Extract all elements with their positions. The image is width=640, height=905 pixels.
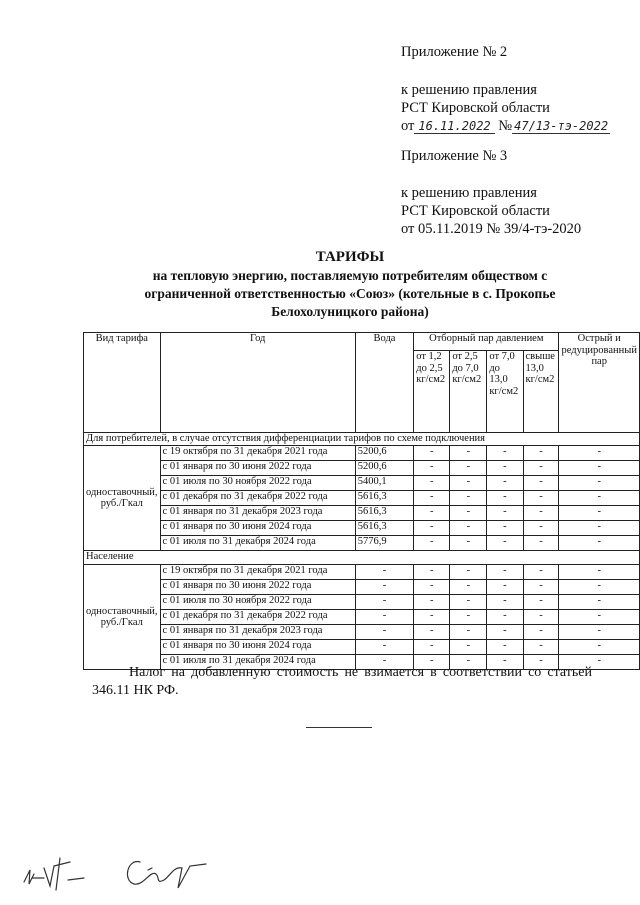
- dash-cell: -: [450, 580, 487, 595]
- dash-cell: -: [450, 625, 487, 640]
- dash-cell: -: [487, 580, 523, 595]
- dash-cell: -: [487, 491, 523, 506]
- dash-cell: -: [487, 595, 523, 610]
- period-cell: с 01 июля по 31 декабря 2024 года: [160, 536, 355, 551]
- old-decision-line-1: к решению правления: [401, 185, 537, 201]
- header-pressure-2: от 2,5 до 7,0 кг/см2: [450, 351, 487, 433]
- table-row: [84, 565, 640, 580]
- header-pressure-4: свыше 13,0 кг/см2: [523, 351, 559, 433]
- water-value-cell: 5616,3: [355, 491, 413, 506]
- period-cell: с 01 декабря по 31 декабря 2022 года: [160, 491, 355, 506]
- water-value-cell: -: [355, 610, 413, 625]
- dash-cell: -: [450, 536, 487, 551]
- dash-cell: -: [487, 476, 523, 491]
- header-pressure-1: от 1,2 до 2,5 кг/см2: [414, 351, 450, 433]
- title-line-1: на тепловую энергию, поставляемую потребителям обществом с: [152, 268, 548, 283]
- period-cell: с 01 января по 31 декабря 2023 года: [160, 506, 355, 521]
- number-sign: №: [498, 118, 513, 134]
- dash-cell: -: [414, 565, 450, 580]
- dash-cell: -: [414, 610, 450, 625]
- dash-cell: -: [523, 476, 559, 491]
- water-value-cell: -: [355, 580, 413, 595]
- header-pressure-3: от 7,0 до 13,0 кг/см2: [487, 351, 523, 433]
- dash-cell: -: [414, 640, 450, 655]
- dash-cell: -: [450, 446, 487, 461]
- dash-cell: -: [523, 610, 559, 625]
- water-value-cell: -: [355, 640, 413, 655]
- dash-cell: -: [559, 610, 640, 625]
- dash-cell: -: [523, 625, 559, 640]
- dash-cell: -: [414, 521, 450, 536]
- dash-cell: -: [487, 446, 523, 461]
- dash-cell: -: [523, 595, 559, 610]
- dash-cell: -: [559, 491, 640, 506]
- dash-cell: -: [487, 610, 523, 625]
- header-water: Вода: [355, 333, 413, 433]
- dash-cell: -: [559, 625, 640, 640]
- dash-cell: -: [523, 506, 559, 521]
- header-steam: Отборный пар давлением: [414, 333, 559, 351]
- period-cell: с 01 января по 30 июня 2022 года: [160, 461, 355, 476]
- dash-cell: -: [450, 595, 487, 610]
- water-value-cell: 5200,6: [355, 446, 413, 461]
- table-row: [84, 461, 640, 476]
- handwritten-date: 16.11.2022: [414, 119, 494, 134]
- dash-cell: -: [523, 446, 559, 461]
- section-title-population: Население: [84, 551, 640, 565]
- dash-cell: -: [487, 536, 523, 551]
- dash-cell: -: [487, 565, 523, 580]
- dash-cell: -: [414, 446, 450, 461]
- title-line-3: Белохолуницкого района): [271, 304, 429, 319]
- dash-cell: -: [450, 640, 487, 655]
- dash-cell: -: [559, 640, 640, 655]
- table-row: [84, 476, 640, 491]
- dash-cell: -: [450, 655, 487, 670]
- period-cell: с 19 октября по 31 декабря 2021 года: [160, 446, 355, 461]
- table-row: [84, 491, 640, 506]
- decision-date-line: [401, 117, 610, 136]
- dash-cell: -: [523, 580, 559, 595]
- dash-cell: -: [487, 655, 523, 670]
- dash-cell: -: [523, 565, 559, 580]
- divider-line: [306, 727, 372, 728]
- period-cell: с 19 октября по 31 декабря 2021 года: [160, 565, 355, 580]
- dash-cell: -: [559, 580, 640, 595]
- dash-cell: -: [450, 491, 487, 506]
- table-row: [84, 625, 640, 640]
- water-value-cell: 5200,6: [355, 461, 413, 476]
- signature-mark: [10, 840, 240, 900]
- table-row: [84, 446, 640, 461]
- dash-cell: -: [559, 595, 640, 610]
- dash-cell: -: [523, 491, 559, 506]
- table-row: [84, 640, 640, 655]
- period-cell: с 01 января по 30 июня 2024 года: [160, 640, 355, 655]
- dash-cell: -: [523, 461, 559, 476]
- title-line-2: ограниченной ответственностью «Союз» (котельные в с. Прокопье: [144, 286, 556, 301]
- dash-cell: -: [559, 565, 640, 580]
- dash-cell: -: [414, 625, 450, 640]
- table-row: [84, 610, 640, 625]
- water-value-cell: 5616,3: [355, 521, 413, 536]
- document-title: ТАРИФЫ: [315, 249, 385, 265]
- water-value-cell: 5616,3: [355, 506, 413, 521]
- decision-line-2: РСТ Кировской области: [401, 100, 550, 116]
- dash-cell: -: [414, 536, 450, 551]
- header-sharp-steam: Острый и редуцированный пар: [559, 333, 640, 433]
- old-decision-line-2: РСТ Кировской области: [401, 203, 550, 219]
- date-prefix: от: [401, 118, 415, 134]
- water-value-cell: -: [355, 595, 413, 610]
- period-cell: с 01 июля по 30 ноября 2022 года: [160, 595, 355, 610]
- appendix-2: Приложение № 2: [401, 44, 508, 60]
- header-year: Год: [160, 333, 355, 433]
- dash-cell: -: [487, 461, 523, 476]
- dash-cell: -: [414, 461, 450, 476]
- tariff-type-cell: одноставочный, руб./Гкал: [84, 446, 161, 551]
- dash-cell: -: [523, 521, 559, 536]
- dash-cell: -: [559, 476, 640, 491]
- dash-cell: -: [559, 655, 640, 670]
- tariff-type-cell: одноставочный, руб./Гкал: [84, 565, 161, 670]
- period-cell: с 01 января по 31 декабря 2023 года: [160, 625, 355, 640]
- period-cell: с 01 июля по 31 декабря 2024 года: [160, 655, 355, 670]
- water-value-cell: -: [355, 565, 413, 580]
- decision-line-1: к решению правления: [401, 82, 537, 98]
- dash-cell: -: [450, 461, 487, 476]
- period-cell: с 01 января по 30 июня 2024 года: [160, 521, 355, 536]
- dash-cell: -: [487, 640, 523, 655]
- dash-cell: -: [450, 476, 487, 491]
- appendix-3: Приложение № 3: [401, 148, 508, 164]
- dash-cell: -: [559, 446, 640, 461]
- dash-cell: -: [414, 491, 450, 506]
- header-type: Вид тарифа: [84, 333, 161, 433]
- dash-cell: -: [450, 610, 487, 625]
- period-cell: с 01 декабря по 31 декабря 2022 года: [160, 610, 355, 625]
- dash-cell: -: [523, 655, 559, 670]
- dash-cell: -: [523, 536, 559, 551]
- table-row: [84, 536, 640, 551]
- dash-cell: -: [559, 506, 640, 521]
- table-row: [84, 506, 640, 521]
- period-cell: с 01 января по 30 июня 2022 года: [160, 580, 355, 595]
- dash-cell: -: [487, 506, 523, 521]
- dash-cell: -: [414, 655, 450, 670]
- section-title-consumers: Для потребителей, в случае отсутствия дифференциации тарифов по схеме подключения: [84, 433, 640, 446]
- dash-cell: -: [450, 565, 487, 580]
- dash-cell: -: [414, 580, 450, 595]
- dash-cell: -: [414, 476, 450, 491]
- period-cell: с 01 июля по 30 ноября 2022 года: [160, 476, 355, 491]
- dash-cell: -: [414, 506, 450, 521]
- table-row: [84, 595, 640, 610]
- water-value-cell: -: [355, 625, 413, 640]
- dash-cell: -: [487, 521, 523, 536]
- table-row: [84, 580, 640, 595]
- dash-cell: -: [414, 595, 450, 610]
- dash-cell: -: [559, 536, 640, 551]
- dash-cell: -: [450, 506, 487, 521]
- dash-cell: -: [487, 625, 523, 640]
- dash-cell: -: [559, 521, 640, 536]
- dash-cell: -: [450, 521, 487, 536]
- water-value-cell: 5776,9: [355, 536, 413, 551]
- water-value-cell: 5400,1: [355, 476, 413, 491]
- dash-cell: -: [523, 640, 559, 655]
- table-row: [84, 521, 640, 536]
- dash-cell: -: [559, 461, 640, 476]
- handwritten-number: 47/13-тэ-2022: [514, 119, 609, 133]
- vat-note: Налог на добавленную стоимость не взимается в соответствии со статьей 346.11 НК РФ.: [92, 665, 592, 698]
- tariff-table: [83, 332, 640, 670]
- old-decision-line-3: от 05.11.2019 № 39/4-тэ-2020: [401, 221, 582, 237]
- water-value-cell: -: [355, 655, 413, 670]
